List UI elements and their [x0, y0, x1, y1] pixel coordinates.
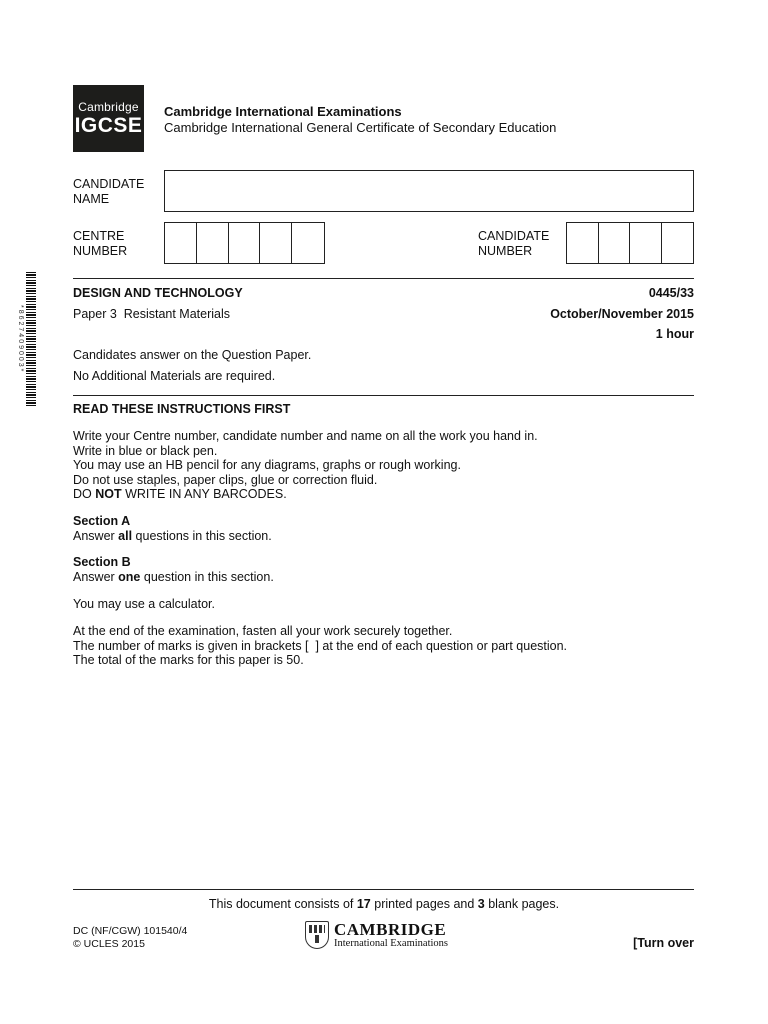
page-count-note [0, 897, 768, 911]
text-span: WRITE IN ANY BARCODES. [121, 487, 287, 501]
centre-number-field[interactable] [164, 222, 325, 264]
candidate-number-label-line1: CANDIDATE [478, 229, 550, 243]
footer-reference [73, 925, 187, 951]
candidate-number-label [478, 229, 549, 259]
divider [73, 395, 694, 396]
candidate-name-label [73, 177, 144, 207]
centre-number-cell[interactable] [292, 223, 324, 263]
instruction-line: Do not use staples, paper clips, glue or correction fluid. [73, 472, 378, 487]
barcode-digits: *8627409003* [17, 304, 24, 374]
instructions-heading: READ THESE INSTRUCTIONS FIRST [73, 402, 291, 416]
centre-number-label-line1: CENTRE [73, 229, 125, 243]
divider [73, 278, 694, 279]
board-subtitle: Cambridge International General Certificate of Secondary Education [164, 120, 557, 135]
section-b [73, 555, 274, 584]
section-b-title: Section B [73, 555, 131, 569]
instruction-line: Write in blue or black pen. [73, 443, 218, 458]
cambridge-igcse-logo [73, 85, 144, 152]
text-span: printed pages and [370, 897, 478, 911]
printed-pages-count: 17 [356, 897, 371, 911]
footer-divider [73, 889, 694, 890]
text-span: This document consists of [208, 897, 357, 911]
materials-note-2: No Additional Materials are required. [73, 369, 276, 383]
paper-label: Paper 3 Resistant Materials [73, 307, 231, 321]
centre-number-cell[interactable] [260, 223, 292, 263]
candidate-number-cell[interactable] [567, 223, 599, 263]
instruction-line: Write your Centre number, candidate number and name on all the work you hand in. [73, 429, 538, 443]
candidate-number-cell[interactable] [662, 223, 693, 263]
centre-number-label-line2: NUMBER [73, 244, 128, 258]
materials-note-1: Candidates answer on the Question Paper. [73, 348, 312, 362]
document-reference: DC (NF/CGW) 101540/4 [73, 925, 188, 937]
text-span: questions in this section. [132, 528, 272, 543]
copyright: © UCLES 2015 [73, 938, 145, 950]
section-a-instruction [73, 529, 272, 544]
text-span: blank pages. [484, 897, 560, 911]
end-line: The number of marks is given in brackets [ ] at the end of each question or part question. [73, 638, 568, 653]
board-title: Cambridge International Examinations [164, 104, 402, 119]
emphasis: all [118, 528, 133, 543]
paper-code: 0445/33 [648, 286, 694, 300]
emphasis: one [118, 569, 141, 584]
centre-number-cell[interactable] [165, 223, 197, 263]
logo-line1: Cambridge [78, 99, 139, 114]
cambridge-shield-icon [305, 921, 329, 949]
end-line: The total of the marks for this paper is 50. [73, 653, 304, 667]
exam-session: October/November 2015 [550, 307, 694, 321]
candidate-number-cell[interactable] [599, 223, 631, 263]
candidate-name-field[interactable] [164, 170, 694, 212]
candidate-number-label-line2: NUMBER [478, 244, 533, 258]
cambridge-wordmark: CAMBRIDGE [334, 920, 447, 939]
text-span: Answer [73, 528, 119, 543]
centre-number-label [73, 229, 127, 259]
candidate-name-label-line1: CANDIDATE [73, 177, 145, 191]
side-barcode [26, 272, 36, 406]
exam-duration: 1 hour [655, 327, 694, 341]
centre-number-cell[interactable] [229, 223, 261, 263]
subject-title: DESIGN AND TECHNOLOGY [73, 286, 243, 300]
candidate-number-field[interactable] [566, 222, 694, 264]
section-a [73, 514, 272, 543]
calculator-note: You may use a calculator. [73, 597, 215, 611]
logo-line2: IGCSE [74, 113, 143, 137]
section-a-title: Section A [73, 514, 131, 528]
end-instructions [73, 624, 567, 668]
cambridge-wordmark-sub: International Examinations [334, 938, 449, 949]
instruction-line: You may use an HB pencil for any diagrams, graphs or rough working. [73, 458, 461, 472]
emphasis: NOT [95, 487, 122, 501]
text-span: DO [73, 487, 96, 501]
section-b-instruction [73, 570, 274, 585]
candidate-name-label-line2: NAME [73, 192, 110, 206]
text-span: question in this section. [140, 569, 274, 584]
centre-number-cell[interactable] [197, 223, 229, 263]
instructions-block [73, 429, 538, 502]
blank-pages-count: 3 [477, 897, 485, 911]
end-line: At the end of the examination, fasten all your work securely together. [73, 624, 453, 638]
instruction-line-barcodes [73, 487, 538, 502]
candidate-number-cell[interactable] [630, 223, 662, 263]
turn-over: [Turn over [633, 936, 694, 950]
text-span: Answer [73, 569, 119, 584]
